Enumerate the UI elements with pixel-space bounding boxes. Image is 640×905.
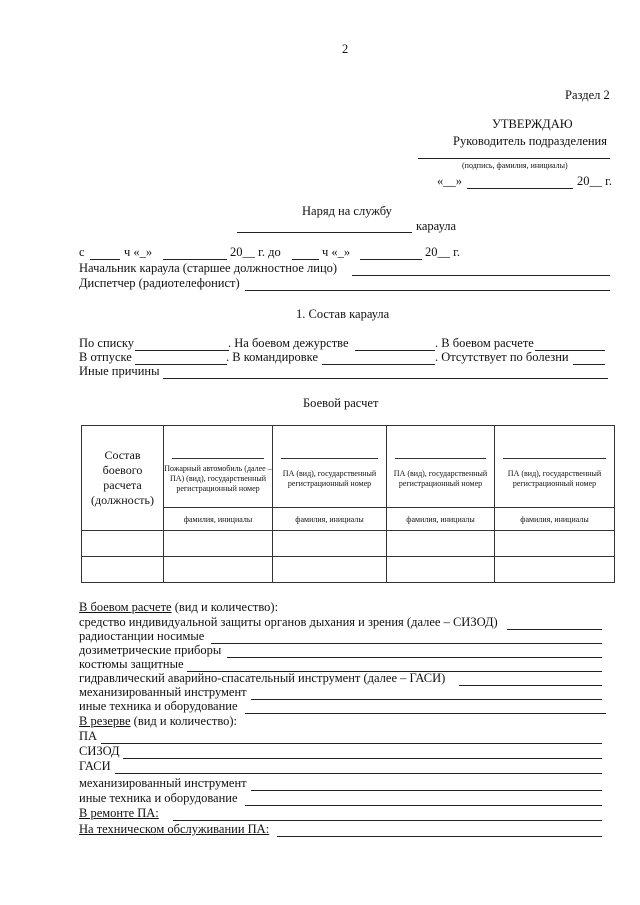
list-item: иные техника и оборудование	[79, 791, 610, 807]
col-pa-3-header: ПА (вид), государственный регистрационный номер	[387, 426, 495, 508]
list-item: дозиметрические приборы	[79, 643, 610, 659]
chief-label: Начальник караула (старшее должностное лицо)	[79, 261, 338, 275]
list-item: ПА	[79, 729, 610, 745]
list-item: костюмы защитные	[79, 657, 610, 673]
in-crew-heading-row	[79, 600, 610, 616]
dispatcher-line[interactable]	[245, 290, 610, 291]
col-pa-4-header: ПА (вид), государственный регистрационный номер	[495, 426, 615, 508]
period-end-month-line[interactable]	[360, 259, 422, 260]
list-item: иные техника и оборудование	[79, 699, 610, 715]
list-item: СИЗОД	[79, 744, 610, 760]
col-pa-2-header: ПА (вид), государственный регистрационный номер	[273, 426, 387, 508]
composition-row-3	[79, 364, 610, 380]
other-label: Иные причины	[79, 364, 160, 378]
period-from: с	[79, 245, 85, 259]
maintenance-label: На техническом обслуживании ПА:	[79, 822, 270, 836]
combat-crew-title: Боевой расчет	[303, 396, 379, 410]
list-item: механизированный инструмент	[79, 776, 610, 792]
approval-date-line[interactable]	[467, 188, 573, 189]
table-cell[interactable]	[164, 557, 273, 583]
by-list-label: По списку	[79, 336, 135, 350]
col-pa-1-header: Пожарный автомобиль (далее – ПА) (вид), государственный регистрационный номер	[164, 426, 273, 508]
period-y1: 20__ г. до	[230, 245, 281, 259]
maintenance-line[interactable]	[277, 836, 602, 837]
table-cell[interactable]	[495, 531, 615, 557]
order-title: Наряд на службу	[302, 204, 392, 218]
list-item: гидравлический аварийно-спасательный инструмент (далее – ГАСИ)	[79, 671, 610, 687]
section-label: Раздел 2	[565, 88, 610, 102]
repair-label: В ремонте ПА:	[79, 806, 159, 820]
fio-header-1: фамилия, инициалы	[164, 508, 273, 531]
approval-position: Руководитель подразделения	[453, 134, 607, 148]
table-cell[interactable]	[387, 557, 495, 583]
list-item: ГАСИ	[79, 759, 610, 775]
page-number: 2	[342, 42, 349, 56]
fio-header-4: фамилия, инициалы	[495, 508, 615, 531]
table-cell[interactable]	[82, 531, 164, 557]
signature-caption: (подпись, фамилия, инициалы)	[462, 161, 568, 170]
reserve-gasi-line[interactable]	[115, 773, 602, 774]
in-crew-heading: В боевом расчете (вид и количество):	[79, 600, 279, 614]
on-trip-label: . В командировке	[226, 350, 318, 364]
dispatcher-label: Диспетчер (радиотелефонист)	[79, 276, 240, 290]
dispatcher-row	[79, 276, 610, 292]
table-cell[interactable]	[164, 531, 273, 557]
in-crew-label: . В боевом расчете	[435, 336, 534, 350]
reserve-heading: В резерве (вид и количество):	[79, 714, 238, 728]
list-item: средство индивидуальной защиты органов дыхания и зрения (далее – СИЗОД)	[79, 615, 610, 631]
period-row	[79, 245, 610, 261]
on-duty-label: . На боевом дежурстве	[228, 336, 349, 350]
sick-label: . Отсутствует по болезни	[435, 350, 569, 364]
other-line[interactable]	[163, 378, 608, 379]
on-leave-label: В отпуске	[79, 350, 132, 364]
guard-line[interactable]	[237, 232, 412, 233]
list-item: механизированный инструмент	[79, 685, 610, 701]
list-item: радиостанции носимые	[79, 629, 610, 645]
table-cell[interactable]	[273, 557, 387, 583]
table-cell[interactable]	[273, 531, 387, 557]
guard-word: караула	[416, 219, 457, 233]
approval-date-year: 20__ г.	[577, 174, 612, 188]
maintenance-row	[79, 822, 610, 838]
repair-row	[79, 806, 610, 822]
col-role-header: Состав боевого расчета (должность)	[82, 426, 164, 531]
signature-line[interactable]	[418, 158, 610, 159]
period-ch1: ч «_»	[124, 245, 153, 259]
period-y2: 20__ г.	[425, 245, 460, 259]
period-ch2: ч «_»	[322, 245, 351, 259]
table-cell[interactable]	[387, 531, 495, 557]
table-cell[interactable]	[495, 557, 615, 583]
reserve-heading-row	[79, 714, 610, 730]
period-hour-end-line[interactable]	[292, 259, 319, 260]
approval-title: УТВЕРЖДАЮ	[492, 117, 573, 131]
period-start-month-line[interactable]	[163, 259, 227, 260]
chief-row	[79, 261, 610, 277]
composition-title: 1. Состав караула	[296, 307, 390, 321]
fio-header-2: фамилия, инициалы	[273, 508, 387, 531]
table-cell[interactable]	[82, 557, 164, 583]
combat-crew-table	[81, 425, 615, 583]
fio-header-3: фамилия, инициалы	[387, 508, 495, 531]
approval-date-day: «__»	[437, 174, 462, 188]
period-hour-start-line[interactable]	[90, 259, 120, 260]
repair-line[interactable]	[173, 820, 602, 821]
